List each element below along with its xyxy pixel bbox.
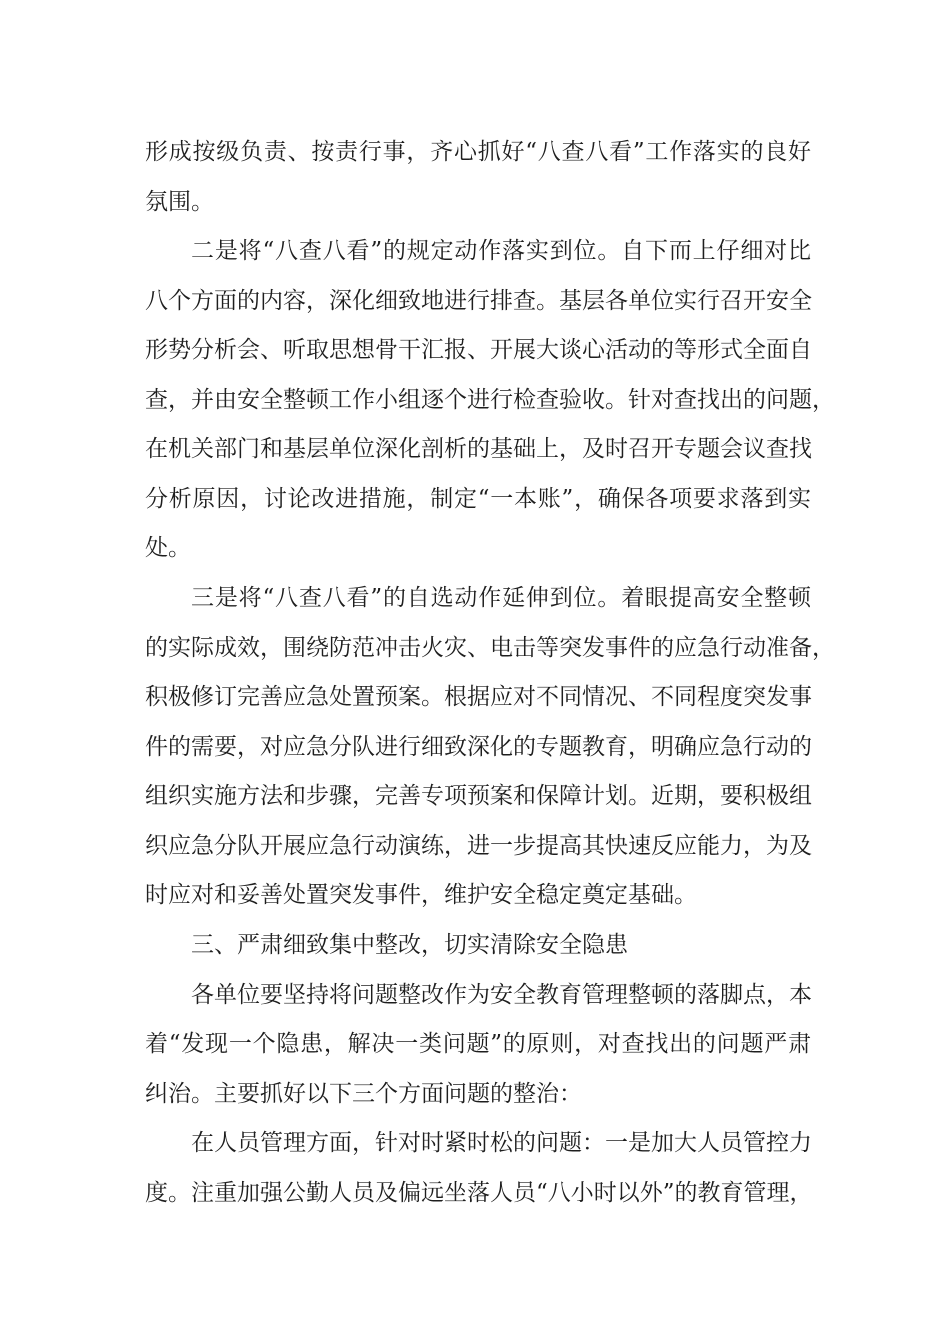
paragraph-line: 积极修订完善应急处置预案。根据应对不同情况、不同程度突发事 [145, 684, 812, 710]
paragraph-line: 分析原因，讨论改进措施，制定“一本账”，确保各项要求落到实 [145, 486, 811, 512]
paragraph-line: 织应急分队开展应急行动演练，进一步提高其快速反应能力，为及 [145, 833, 812, 859]
paragraph-line: 的实际成效，围绕防范冲击火灾、电击等突发事件的应急行动准备， [145, 635, 835, 661]
paragraph-line: 度。注重加强公勤人员及偏远坐落人员“八小时以外”的教育管理， [145, 1180, 813, 1206]
section-heading: 三、严肃细致集中整改，切实清除安全隐患 [191, 932, 628, 958]
paragraph-line: 八个方面的内容，深化细致地进行排查。基层各单位实行召开安全 [145, 288, 812, 314]
paragraph-line: 形势分析会、听取思想骨干汇报、开展大谈心活动的等形式全面自 [145, 337, 812, 363]
paragraph-line: 查，并由安全整顿工作小组逐个进行检查验收。针对查找出的问题， [145, 387, 835, 413]
paragraph-line: 处。 [145, 535, 191, 561]
paragraph-line: 形成按级负责、按责行事，齐心抓好“八查八看”工作落实的良好 [145, 139, 811, 165]
paragraph-line: 件的需要，对应急分队进行细致深化的专题教育，明确应急行动的 [145, 734, 812, 760]
paragraph-line: 各单位要坚持将问题整改作为安全教育管理整顿的落脚点，本 [191, 982, 812, 1008]
paragraph-line: 时应对和妥善处置突发事件，维护安全稳定奠定基础。 [145, 882, 697, 908]
paragraph-line: 在机关部门和基层单位深化剖析的基础上，及时召开专题会议查找 [145, 436, 812, 462]
paragraph-line: 纠治。主要抓好以下三个方面问题的整治： [145, 1081, 582, 1107]
paragraph-line: 着“发现一个隐患，解决一类问题”的原则，对查找出的问题严肃 [145, 1031, 811, 1057]
paragraph-line: 氛围。 [145, 189, 214, 215]
paragraph-line: 二是将“八查八看”的规定动作落实到位。自下而上仔细对比 [191, 238, 811, 264]
paragraph-line: 组织实施方法和步骤，完善专项预案和保障计划。近期，要积极组 [145, 783, 812, 809]
paragraph-line: 在人员管理方面，针对时紧时松的问题：一是加大人员管控力 [191, 1130, 812, 1156]
paragraph-line: 三是将“八查八看”的自选动作延伸到位。着眼提高安全整顿 [191, 585, 811, 611]
